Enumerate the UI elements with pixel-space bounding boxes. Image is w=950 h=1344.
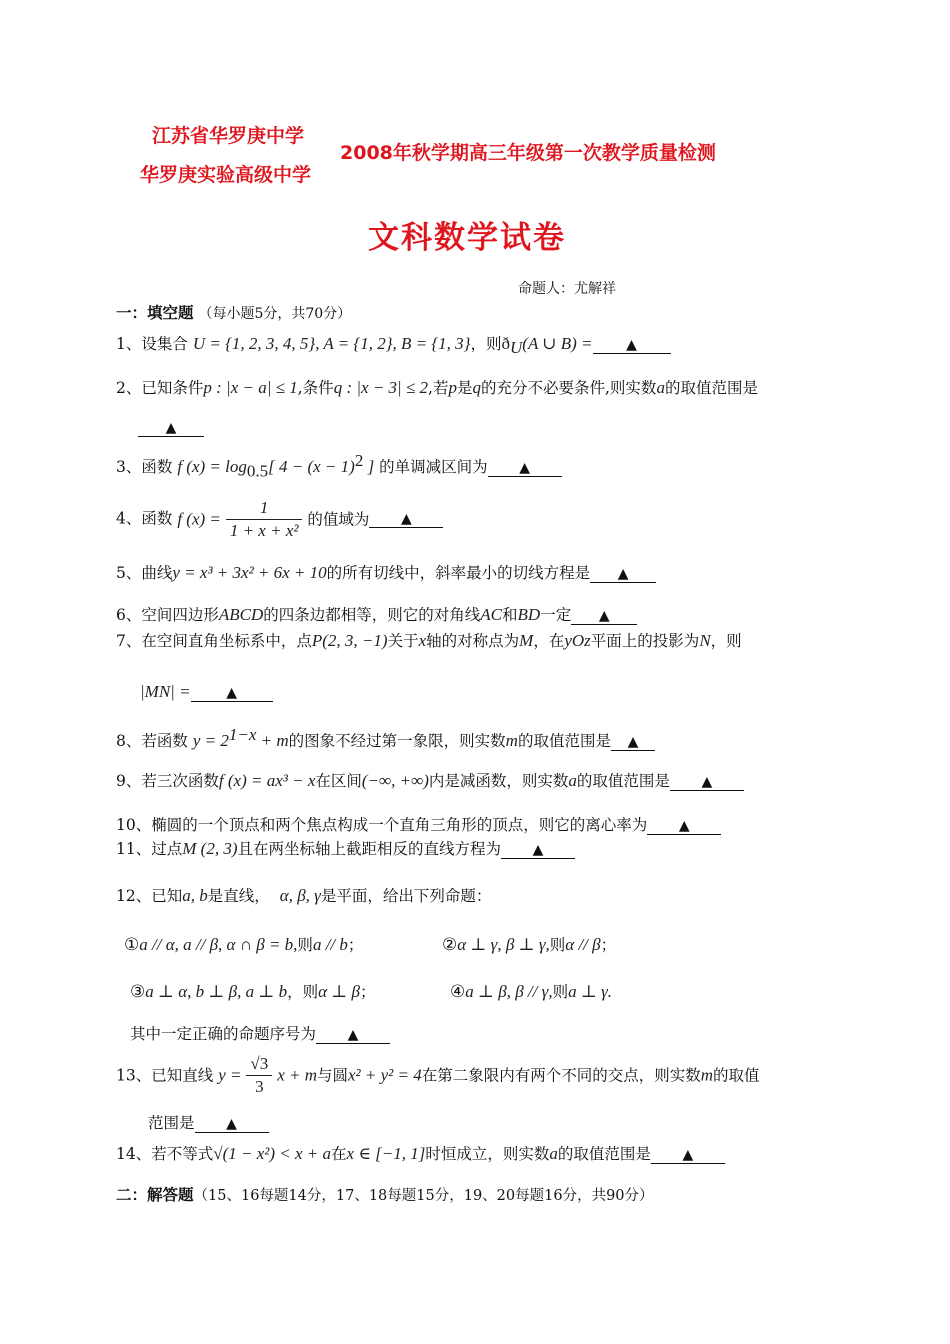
question-text: 函数	[141, 458, 173, 477]
proposition-marker: ①	[124, 935, 140, 955]
math-superscript: 2	[354, 451, 364, 470]
question-text: ,若	[428, 379, 449, 397]
answer-blank[interactable]: ▲	[571, 608, 637, 625]
question-text: 已知直线	[151, 1066, 214, 1085]
question-6	[116, 604, 637, 626]
math-expression: a	[549, 1144, 558, 1163]
math-expression: yOz	[564, 631, 591, 650]
question-text: 则	[552, 983, 569, 1001]
question-text: 的充分不必要条件,则实数	[481, 379, 657, 397]
math-expression: |MN| =	[140, 682, 191, 701]
question-text: ；	[347, 936, 364, 954]
question-text: 则	[297, 936, 313, 954]
math-expression: x² + y² = 4	[348, 1065, 422, 1085]
fraction	[246, 1053, 272, 1098]
question-text: 椭圆的一个顶点和两个焦点构成一个直角三角形的顶点，则它的离心率为	[151, 816, 648, 834]
question-text: ,条件	[297, 379, 334, 397]
math-expression: a	[568, 771, 577, 790]
question-text: 设集合	[141, 335, 188, 353]
question-text: 的取值范围是	[557, 1145, 651, 1163]
question-number: 14、	[116, 1145, 152, 1163]
question-12-answer-line	[130, 1023, 390, 1045]
math-expression: q	[472, 378, 481, 397]
question-text: 与圆	[316, 1066, 348, 1085]
question-text: 的取值范围是	[517, 732, 611, 751]
question-11	[116, 838, 575, 860]
question-14	[116, 1143, 725, 1165]
math-expression: AC	[480, 605, 503, 624]
question-number: 7、	[116, 632, 142, 650]
math-superscript: 1−x	[228, 725, 257, 744]
answer-blank[interactable]: ▲	[647, 818, 721, 835]
question-9	[116, 770, 744, 792]
math-expression: , B = {1, 3}	[392, 334, 471, 353]
math-expression: x ∈ [−1, 1]	[346, 1144, 426, 1163]
math-expression: f (x) = ax³ − x	[218, 771, 316, 790]
question-7	[116, 630, 742, 652]
author-line: 命题人：尤解祥	[518, 281, 616, 297]
question-text: 且在两坐标轴上截距相反的直线方程为	[237, 840, 501, 858]
answer-blank[interactable]: ▲	[369, 511, 443, 528]
paper-title: 文科数学试卷	[368, 220, 566, 256]
math-expression: f (x) = log	[177, 457, 247, 477]
math-expression: m	[700, 1065, 714, 1085]
question-text: 轴的对称点为	[426, 632, 520, 650]
question-number: 5、	[116, 564, 142, 582]
question-text: 是直线，	[207, 887, 270, 905]
question-text: ；	[600, 936, 617, 954]
math-expression: , A = {1, 2}	[315, 334, 393, 353]
question-text: 函数	[141, 509, 173, 528]
math-expression: α ⊥ β	[318, 982, 361, 1001]
question-text: 是平面，给出下列命题：	[320, 887, 492, 905]
question-text: 其中一定正确的命题序号为	[130, 1025, 317, 1043]
question-number: 8、	[116, 732, 142, 751]
proposition-marker: ②	[442, 935, 458, 955]
question-8	[116, 724, 655, 752]
math-expression: x + m	[277, 1065, 317, 1085]
math-expression: + m	[256, 731, 289, 751]
math-expression: x	[418, 631, 427, 650]
math-expression: a // α, a // β, α ∩ β = b,	[139, 935, 298, 954]
proposition-2	[442, 934, 616, 956]
answer-blank[interactable]: ▲	[191, 685, 273, 702]
answer-blank[interactable]: ▲	[593, 337, 671, 354]
question-text: 的四条边都相等，则它的对角线	[263, 606, 481, 624]
math-expression: m	[505, 731, 518, 751]
question-number: 13、	[116, 1066, 152, 1085]
question-text: 一定	[540, 606, 572, 624]
question-text: 内是减函数，则实数	[428, 772, 569, 790]
question-text: 关于	[387, 632, 419, 650]
question-text: 若函数	[141, 732, 188, 751]
question-text: ，则	[710, 632, 742, 650]
question-13-answer-line	[148, 1112, 269, 1134]
question-text: 空间四边形	[141, 606, 219, 624]
question-3	[116, 450, 562, 482]
question-text: 在第二象限内有两个不同的交点，则实数	[421, 1066, 701, 1085]
question-number: 11、	[116, 840, 152, 858]
math-expression: α ⊥ γ, β ⊥ γ,	[457, 935, 550, 954]
math-expression: p : |x − a| ≤ 1	[203, 378, 298, 397]
question-1	[116, 333, 671, 359]
math-expression: √(1 − x²) < x + a	[213, 1144, 332, 1163]
question-7-answer-line	[140, 681, 273, 703]
math-expression: f (x) =	[177, 509, 221, 529]
question-text: 平面上的投影为	[590, 632, 700, 650]
question-2-answer-line	[138, 416, 204, 438]
math-expression: y =	[218, 1065, 242, 1085]
question-text: 的取值	[713, 1066, 760, 1085]
question-number: 6、	[116, 606, 142, 624]
math-expression: q : |x − 3| ≤ 2	[333, 378, 429, 397]
question-text: 的取值范围是	[576, 772, 670, 790]
question-text: 时恒成立，则实数	[425, 1145, 550, 1163]
section-2-heading	[116, 1184, 654, 1207]
section-1-note: （每小题5分，共70分）	[198, 306, 352, 322]
answer-blank[interactable]: ▲	[316, 1027, 390, 1044]
question-text: 范围是	[148, 1114, 195, 1132]
question-text: 在区间	[315, 772, 362, 790]
math-expression: M (2, 3)	[182, 839, 238, 858]
math-expression: a ⊥ γ.	[568, 982, 613, 1001]
math-expression: y = 2	[192, 731, 229, 751]
question-text: 是	[456, 379, 473, 397]
math-expression: [ 4 − (x − 1)	[268, 457, 355, 477]
question-text: 和	[502, 606, 518, 624]
fraction-denominator: 1 + x + x²	[229, 521, 299, 540]
question-number: 1、	[116, 335, 142, 353]
question-number: 10、	[116, 816, 152, 834]
question-text: 的单调减区间为	[379, 458, 488, 477]
section-2-note: （15、16每题14分，17、18每题15分，19、20每题16分，共90分）	[193, 1188, 654, 1204]
question-number: 9、	[116, 772, 142, 790]
math-expression: a	[656, 378, 665, 397]
proposition-4	[450, 981, 612, 1003]
answer-blank[interactable]: ▲	[488, 460, 562, 477]
math-expression: α, β, γ	[279, 886, 321, 905]
proposition-3	[130, 981, 376, 1003]
question-number: 4、	[116, 509, 142, 528]
question-5	[116, 562, 656, 584]
question-number: 2、	[116, 379, 142, 397]
question-text: 已知条件	[141, 379, 204, 397]
question-text: 在空间直角坐标系中，点	[141, 632, 312, 650]
fraction	[226, 497, 303, 542]
answer-blank[interactable]: ▲	[138, 420, 204, 437]
proposition-1	[124, 934, 363, 956]
question-text: ，则	[287, 983, 319, 1001]
question-12	[116, 885, 491, 907]
question-text: 的值域为	[307, 510, 370, 529]
section-1-heading	[116, 302, 351, 325]
section-2-label: 二：解答题	[116, 1186, 194, 1204]
math-expression: (−∞, +∞)	[361, 771, 429, 790]
answer-blank[interactable]: ▲	[670, 774, 744, 791]
question-text: 的图象不经过第一象限，则实数	[288, 732, 506, 751]
exam-name: 2008年秋学期高三年级第一次教学质量检测	[340, 142, 716, 164]
math-expression: N	[699, 631, 711, 650]
fraction-numerator: 1	[226, 497, 303, 520]
question-number: 12、	[116, 887, 152, 905]
question-text: 若不等式	[151, 1145, 214, 1163]
math-subscript: 0.5	[246, 461, 269, 481]
answer-blank[interactable]: ▲	[590, 566, 656, 583]
math-expression: ]	[363, 457, 375, 477]
question-text: ，则	[470, 335, 502, 353]
math-expression: a ⊥ β, β // γ,	[465, 982, 553, 1001]
question-text: ；	[360, 983, 376, 1001]
complement-symbol: ð	[501, 334, 510, 353]
fraction-denominator: 3	[255, 1077, 264, 1096]
question-text: 的所有切线中，斜率最小的切线方程是	[326, 564, 591, 582]
math-expression: y = x³ + 3x² + 6x + 10	[172, 563, 327, 582]
math-expression: p	[448, 378, 457, 397]
school-name-1: 江苏省华罗庚中学	[152, 125, 305, 147]
fraction-numerator: √3	[246, 1053, 272, 1076]
proposition-marker: ④	[450, 982, 466, 1002]
math-expression: α // β	[565, 935, 601, 954]
question-4	[116, 497, 443, 542]
math-expression: BD	[517, 605, 541, 624]
question-13	[116, 1053, 760, 1098]
question-text: 曲线	[141, 564, 173, 582]
math-expression: U = {1, 2, 3, 4, 5}	[192, 334, 316, 353]
question-text: 在	[331, 1145, 347, 1163]
question-number: 3、	[116, 458, 142, 477]
question-text: 的取值范围是	[664, 379, 758, 397]
answer-blank[interactable]: ▲	[501, 842, 575, 859]
math-subscript: U	[510, 338, 523, 358]
school-name-2: 华罗庚实验高级中学	[140, 164, 312, 186]
math-expression: a // b	[312, 935, 348, 954]
math-expression: ABCD	[218, 605, 264, 624]
question-2	[116, 377, 758, 399]
question-text: 则	[549, 936, 566, 954]
question-10	[116, 814, 721, 836]
answer-blank[interactable]: ▲	[651, 1147, 725, 1164]
answer-blank[interactable]: ▲	[195, 1116, 269, 1133]
math-expression: a ⊥ α, b ⊥ β, a ⊥ b	[145, 982, 288, 1001]
answer-blank[interactable]: ▲	[611, 734, 655, 751]
proposition-marker: ③	[130, 982, 146, 1002]
question-text: ，在	[533, 632, 565, 650]
section-1-label: 一：填空题	[116, 304, 194, 322]
math-expression: M	[519, 631, 534, 650]
math-expression: P(2, 3, −1)	[311, 631, 388, 650]
question-text: 过点	[151, 840, 183, 858]
question-text: 若三次函数	[141, 772, 219, 790]
math-expression: (A ∪ B) =	[522, 334, 593, 353]
math-expression: a, b	[182, 886, 208, 905]
question-text: 已知	[151, 887, 183, 905]
